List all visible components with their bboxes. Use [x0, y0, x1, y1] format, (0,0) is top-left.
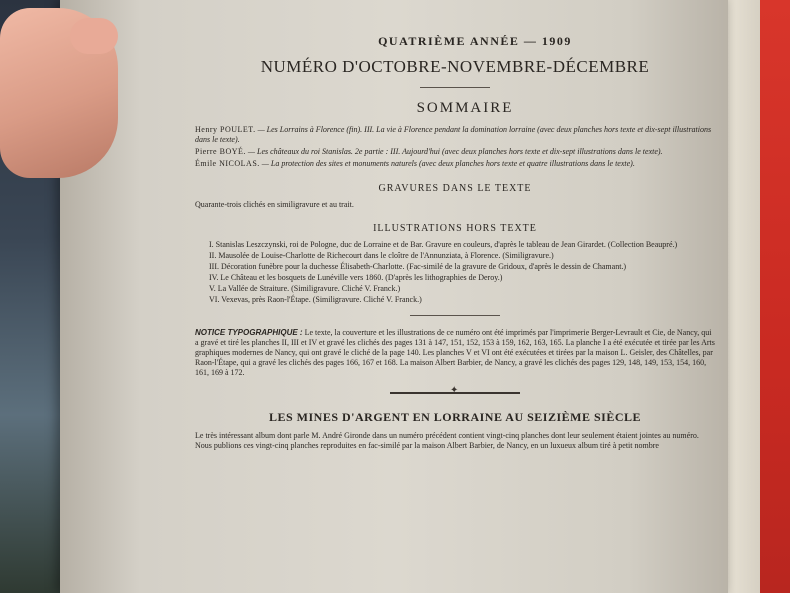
- divider: [420, 87, 490, 88]
- illustrations-heading: ILLUSTRATIONS HORS TEXTE: [373, 223, 537, 234]
- entry-author: Henry POULET.: [195, 125, 256, 134]
- illustrations-list: [195, 240, 715, 305]
- thumb: [70, 18, 118, 54]
- year-line: QUATRIÈME ANNÉE — 1909: [378, 34, 572, 48]
- page-content: [195, 34, 715, 451]
- illustration-item: I. Stanislas Leszczynski, roi de Pologne, duc de Lorraine et de Bar. Gravure en couleurs, d'après le tableau de Jean Girardet. (Collection Beaupré.): [209, 240, 678, 249]
- entry-text: — La protection des sites et monuments naturels (avec deux planches hors texte et quatre illustrations dans le texte).: [261, 159, 635, 168]
- sommaire-heading: SOMMAIRE: [416, 100, 514, 116]
- entry-author: Émile NICOLAS.: [195, 159, 260, 168]
- article-intro: Le très intéressant album dont parle M. André Gironde dans un numéro précédent contient vingt-cinq planches dont leur seulement étaient jointes au numéro. Nous publions ces vingt-cinq planches reproduites en fac-similé par la maison Albert Barbier, de Nancy, en un luxueux album tiré à petit nombre: [195, 431, 699, 450]
- gravures-heading: GRAVURES DANS LE TEXTE: [378, 183, 532, 194]
- illustration-item: III. Décoration funèbre pour la duchesse Élisabeth-Charlotte. (Fac-similé de la gravure de Gridoux, d'après le dessin de Chamant.): [209, 262, 627, 271]
- sommaire-entry: [195, 159, 715, 169]
- entry-text: — Les châteaux du roi Stanislas. 2e partie : III. Aujourd'hui (avec deux planches hors texte et dix-sept illustrations dans le texte).: [247, 147, 663, 156]
- notice-text: Le texte, la couverture et les illustrations de ce numéro ont été imprimés par l'imprimerie Berger-Levrault et Cie, de Nancy, qui a gravé et tiré les planches II, III et IV et gravé les clichés des pages 131 à 147, 151, 152, 153 à 159, 162, 163, 165. La planche I a été exécutée et tirée par les Arts graphiques modernes de Nancy, qui ont gravé le cliché de la page 140. Les planches V et VI ont été exécutées et tirées par la maison L. Geisler, des Châtelles, par Raon-l'Étape, qui a gravé les clichés des pages 166, 167 et 168. La maison Albert Barbier, de Nancy, a gravé les clichés des pages 129, 148, 149, 153, 154, 160, 161, 169 à 172.: [195, 328, 715, 377]
- illustration-item: II. Mausolée de Louise-Charlotte de Richecourt dans le cloître de l'Annunziata, à Florence. (Similigravure.): [209, 251, 554, 260]
- illustration-item: IV. Le Château et les bosquets de Lunéville vers 1860. (D'après les lithographies de Deroy.): [209, 273, 503, 282]
- issue-title: NUMÉRO D'OCTOBRE-NOVEMBRE-DÉCEMBRE: [260, 57, 650, 76]
- notice-typographique: [195, 328, 715, 378]
- sommaire-entry: [195, 125, 715, 145]
- article-title: LES MINES D'ARGENT EN LORRAINE AU SEIZIÈME SIÈCLE: [268, 410, 642, 424]
- entry-text: — Les Lorrains à Florence (fin). III. La vie à Florence pendant la domination lorraine (avec deux planches hors texte et dix-sept illustrations dans le texte).: [195, 125, 712, 144]
- ornament-divider: [390, 392, 520, 394]
- sommaire-list: [195, 125, 715, 169]
- entry-author: Pierre BOYÉ.: [195, 147, 246, 156]
- illustration-item: VI. Vexevas, près Raon-l'Étape. (Similigravure. Cliché V. Franck.): [209, 295, 422, 304]
- illustration-item: V. La Vallée de Straiture. (Similigravure. Cliché V. Franck.): [209, 284, 401, 293]
- notice-label: NOTICE TYPOGRAPHIQUE :: [195, 328, 303, 337]
- sommaire-entry: [195, 147, 715, 157]
- divider: [410, 315, 500, 316]
- gravures-text: Quarante-trois clichés en similigravure et au trait.: [195, 200, 354, 209]
